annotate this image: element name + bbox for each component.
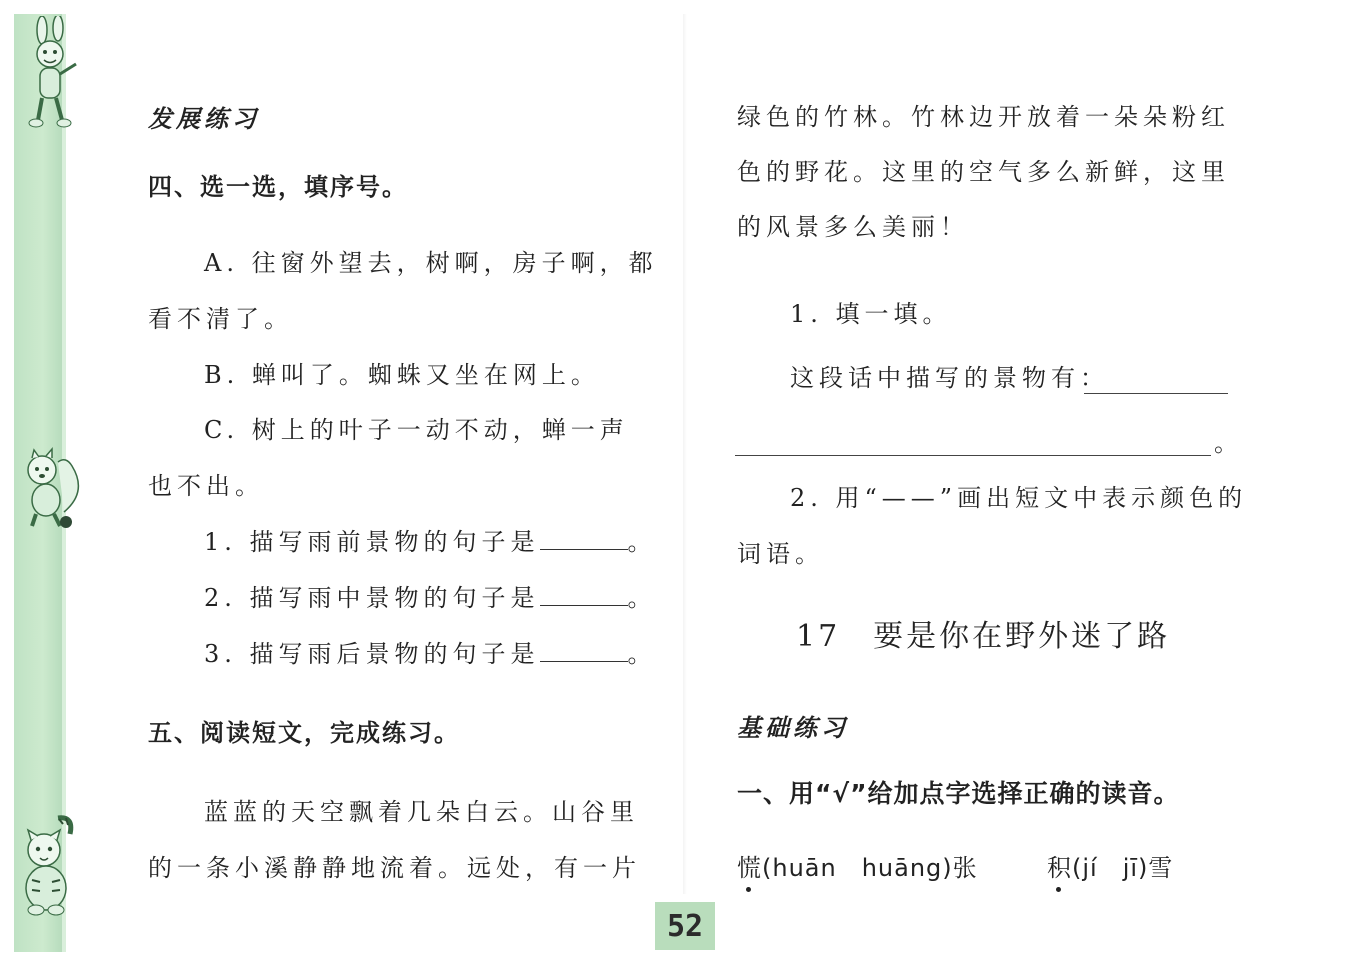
section-heading-development: 发展练习 [148,105,260,133]
fill-item-3-text: 3. 描写雨后景物的句子是 [204,640,540,668]
passage-line-2: 的一条小溪静静地流着。远处，有一片 [148,854,641,882]
tiger-icon [14,810,86,920]
option-b: B. 蝉叫了。蜘蛛又坐在网上。 [204,361,600,389]
page-number-badge [655,902,715,950]
page-number: 52 [666,908,704,944]
passage-line-4: 色的野花。这里的空气多么新鲜，这里 [737,158,1230,186]
page-fold [683,14,687,894]
answer-blank-3[interactable] [540,639,628,662]
fill-item-2 [204,583,657,613]
exercise-1-prompt: 这段话中描写的景物有： [790,364,1109,392]
fill-item-2-end: 。 [627,584,657,612]
question-5-title: 五、阅读短文，完成练习。 [148,719,460,747]
exercise-2-line2: 词语。 [737,540,824,568]
emphasis-dot-2 [1056,887,1061,892]
option-a-line2: 看不清了。 [148,305,293,333]
passage-line-3: 绿色的竹林。竹林边开放着一朵朵粉红 [737,103,1230,131]
option-c-line2: 也不出。 [148,472,264,500]
question-1-title: 一、用“√”给加点字选择正确的读音。 [737,779,1180,808]
passage-line-1: 蓝蓝的天空飘着几朵白云。山谷里 [204,798,639,826]
exercise-1-end: 。 [1214,429,1243,457]
option-a-line1: A. 往窗外望去，树啊，房子啊，都 [204,249,658,277]
fill-item-3-end: 。 [627,640,657,668]
passage-line-5: 的风景多么美丽！ [737,213,969,241]
pinyin-item-2: 积(jí jī)雪 [1047,854,1174,882]
section-heading-basic: 基础练习 [737,714,849,742]
rabbit-icon [14,16,86,131]
question-4-title: 四、选一选，填序号。 [148,173,408,201]
pinyin-item-1: 慌(huān huāng)张 [737,854,978,882]
answer-blank-2[interactable] [540,583,628,606]
fill-item-1 [204,527,657,557]
answer-line-scenery-1[interactable] [1084,393,1228,394]
fill-item-1-text: 1. 描写雨前景物的句子是 [204,528,540,556]
fill-item-1-end: 。 [627,528,657,556]
fill-item-3 [204,639,657,669]
exercise-2-line1: 2. 用“——”画出短文中表示颜色的 [790,484,1248,512]
lesson-title: 17 要是你在野外迷了路 [796,619,1171,654]
fill-item-2-text: 2. 描写雨中景物的句子是 [204,584,540,612]
exercise-1-title: 1. 填一填。 [790,300,952,328]
answer-line-scenery-2[interactable] [735,455,1211,456]
answer-blank-1[interactable] [540,527,628,550]
squirrel-icon [14,442,86,532]
option-c-line1: C. 树上的叶子一动不动，蝉一声 [204,416,629,444]
emphasis-dot-1 [746,887,751,892]
